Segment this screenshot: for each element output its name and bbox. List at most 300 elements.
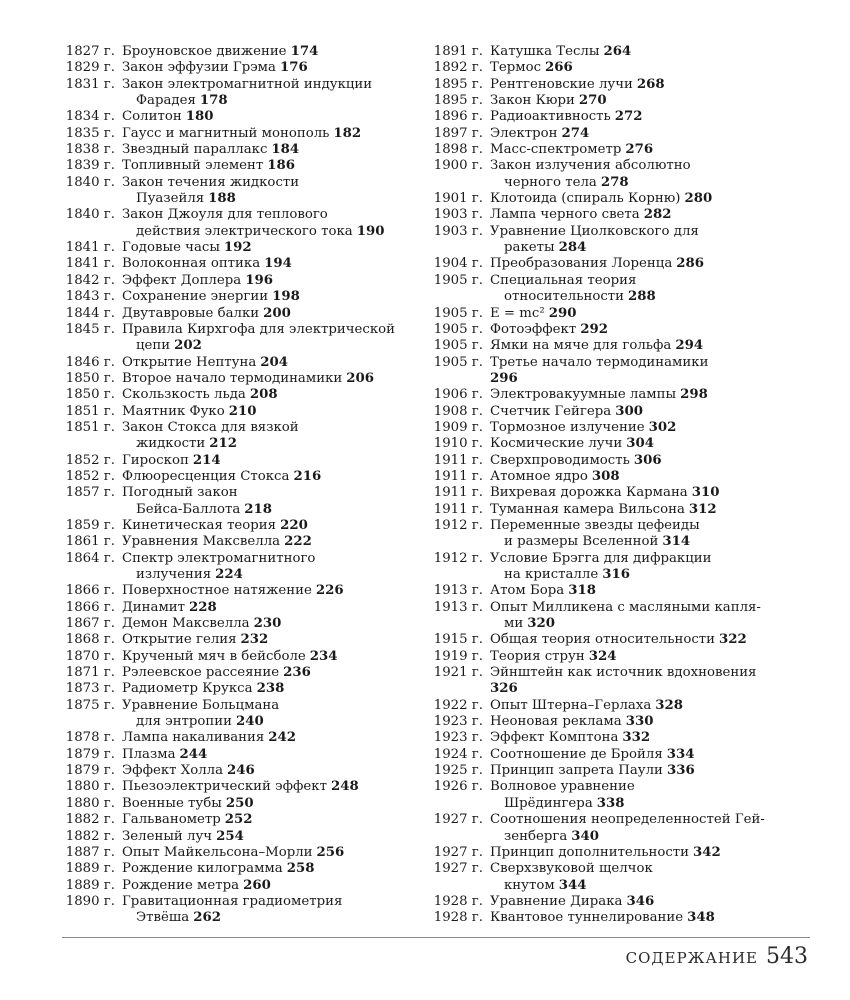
entry-title-text: Шрёдингера (504, 795, 593, 811)
entry-title (483, 551, 798, 584)
toc-entry[interactable] (420, 845, 798, 861)
entry-title-line (490, 240, 798, 256)
toc-entry[interactable] (52, 829, 418, 845)
entry-title-line (122, 485, 418, 501)
entry-year: 1906 г. (433, 387, 483, 403)
page-number: 543 (766, 944, 808, 969)
entry-title-line (490, 681, 798, 697)
toc-entry[interactable] (420, 387, 798, 403)
entry-title (483, 142, 798, 158)
entry-title (483, 93, 798, 109)
toc-entry[interactable] (52, 583, 418, 599)
entry-title-line (122, 224, 418, 240)
entry-title-text: Скользкость льда (122, 387, 246, 403)
entry-page-number: 230 (253, 616, 282, 632)
entry-title-text: Годовые часы (122, 240, 220, 256)
entry-title (115, 77, 418, 110)
toc-entry[interactable] (420, 763, 798, 779)
entry-title (115, 649, 418, 665)
entry-year: 1850 г. (65, 370, 115, 386)
entry-title-text: Лампа накаливания (122, 730, 265, 746)
entry-year: 1850 г. (65, 387, 115, 403)
toc-entry[interactable] (420, 894, 798, 910)
entry-title-line (122, 371, 418, 387)
toc-entry[interactable] (52, 371, 418, 387)
entry-year: 1892 г. (433, 60, 483, 76)
toc-entry[interactable] (52, 861, 418, 877)
entry-title-line (490, 894, 798, 910)
entry-title-line (490, 796, 798, 812)
toc-entry[interactable] (52, 469, 418, 485)
toc-entry[interactable] (52, 387, 418, 403)
entry-page-number: 234 (309, 648, 338, 664)
entry-title-line (490, 126, 798, 142)
toc-entry[interactable] (420, 502, 798, 518)
toc-entry[interactable] (420, 207, 798, 223)
entry-page-number: 236 (283, 665, 311, 681)
entry-page-number: 266 (545, 60, 573, 76)
toc-entry[interactable] (52, 322, 418, 355)
entry-title-line (490, 469, 798, 485)
entry-title-line (490, 289, 798, 305)
entry-year: 1838 г. (65, 142, 115, 158)
entry-title-line (122, 534, 418, 550)
entry-title-line (122, 338, 418, 354)
entry-title (483, 763, 798, 779)
entry-title-text: Закон Стокса для вязкой (122, 419, 299, 435)
entry-title-line (490, 551, 798, 567)
entry-year: 1911 г. (433, 501, 483, 517)
entry-page-number: 270 (578, 93, 607, 109)
toc-entry[interactable] (420, 485, 798, 501)
toc-entry[interactable] (420, 469, 798, 485)
entry-title-line (490, 60, 798, 76)
entry-page-number: 330 (625, 714, 654, 730)
toc-entry[interactable] (52, 616, 418, 632)
entry-title (115, 256, 418, 272)
entry-page-number: 212 (209, 436, 238, 452)
entry-title-text: Счетчик Гейгера (490, 403, 612, 419)
entry-year: 1870 г. (65, 648, 115, 664)
entry-year: 1879 г. (65, 746, 115, 762)
entry-title-text: Закон Джоуля для теплового (122, 207, 328, 223)
entry-title-line (490, 763, 798, 779)
toc-entry[interactable] (52, 796, 418, 812)
entry-page-number: 190 (356, 223, 385, 239)
entry-title-line (122, 469, 418, 485)
entry-title-line (490, 404, 798, 420)
entry-title-line (490, 845, 798, 861)
toc-entry[interactable] (420, 665, 798, 698)
entry-year: 1928 г. (433, 893, 483, 909)
entry-title-line (122, 175, 418, 191)
toc-entry[interactable] (52, 551, 418, 584)
entry-title-line (122, 779, 418, 795)
entry-title-text: Теория струн (490, 648, 585, 664)
entry-title-text: Уравнение Дирака (490, 893, 623, 909)
entry-title (483, 502, 798, 518)
entry-page-number: 228 (189, 599, 217, 615)
entry-year: 1912 г. (433, 550, 483, 566)
toc-entry[interactable] (420, 910, 798, 926)
entry-title-text: Закон течения жидкости (122, 174, 300, 190)
toc-entry[interactable] (52, 649, 418, 665)
toc-entry[interactable] (52, 747, 418, 763)
entry-title-line (122, 93, 418, 109)
entry-title-text: Двутавровые балки (122, 305, 260, 321)
entry-title-text: Квантовое туннелирование (490, 910, 684, 926)
entry-title-line (490, 567, 798, 583)
toc-entry[interactable] (52, 44, 418, 60)
entry-title (483, 632, 798, 648)
entry-page-number: 320 (527, 616, 555, 632)
footer-divider (62, 937, 810, 938)
toc-left-column (52, 44, 418, 927)
entry-title-text: Динамит (122, 599, 186, 615)
toc-entry[interactable] (52, 845, 418, 861)
toc-entry[interactable] (52, 600, 418, 616)
entry-page-number: 182 (333, 125, 362, 141)
entry-page-number: 334 (666, 746, 695, 762)
entry-title-line (122, 665, 418, 681)
toc-entry[interactable] (420, 404, 798, 420)
toc-entry[interactable] (420, 256, 798, 272)
entry-year: 1829 г. (65, 60, 115, 76)
entry-title-text: Катушка Теслы (490, 44, 600, 59)
entry-title-text: Радиоактивность (490, 109, 611, 125)
entry-title (483, 322, 798, 338)
entry-title-line (490, 730, 798, 746)
toc-entry[interactable] (420, 322, 798, 338)
toc-entry[interactable] (420, 583, 798, 599)
entry-year: 1867 г. (65, 616, 115, 632)
entry-title (115, 861, 418, 877)
entry-page-number: 278 (600, 174, 629, 190)
toc-entry[interactable] (52, 404, 418, 420)
entry-page-number: 210 (228, 403, 257, 419)
entry-title-line (490, 420, 798, 436)
toc-entry[interactable] (52, 77, 418, 110)
entry-title-text: Закон Кюри (490, 93, 575, 109)
entry-title (483, 747, 798, 763)
entry-page-number: 288 (627, 289, 656, 305)
entry-title-line (122, 77, 418, 93)
entry-title-text: Плазма (122, 746, 176, 762)
entry-page-number: 306 (633, 452, 662, 468)
entry-title-text: ракеты (504, 240, 555, 256)
entry-page-number: 348 (687, 910, 715, 926)
entry-year: 1913 г. (433, 599, 483, 615)
entry-title (115, 306, 418, 322)
entry-page-number: 208 (249, 387, 278, 403)
toc-entry[interactable] (420, 632, 798, 648)
toc-entry[interactable] (420, 224, 798, 257)
toc-entry[interactable] (52, 207, 418, 240)
toc-entry[interactable] (52, 289, 418, 305)
entry-title-text: Термос (490, 60, 542, 76)
entry-title-line (122, 861, 418, 877)
toc-entry[interactable] (52, 273, 418, 289)
entry-title-line (490, 616, 798, 632)
entry-title-line (490, 861, 798, 877)
toc-entry[interactable] (420, 698, 798, 714)
toc-entry[interactable] (420, 338, 798, 354)
toc-entry[interactable] (420, 714, 798, 730)
toc-entry[interactable] (52, 779, 418, 795)
toc-entry[interactable] (420, 142, 798, 158)
entry-title-text: Вихревая дорожка Кармана (490, 485, 688, 501)
entry-title-line (490, 485, 798, 501)
entry-title-text: Космические лучи (490, 436, 623, 452)
entry-page-number: 244 (179, 746, 208, 762)
entry-title-line (490, 910, 798, 926)
entry-page-number: 192 (223, 240, 252, 256)
entry-title-text: Третье начало термодинамики (490, 354, 709, 370)
entry-page-number: 292 (580, 321, 608, 337)
toc-entry[interactable] (52, 665, 418, 681)
entry-title-line (122, 44, 418, 60)
entry-title-text: Закон электромагнитной индукции (122, 76, 373, 92)
toc-entry[interactable] (420, 453, 798, 469)
entry-year: 1898 г. (433, 142, 483, 158)
toc-entry[interactable] (52, 812, 418, 828)
entry-title-text: кнутом (504, 877, 555, 893)
toc-entry[interactable] (52, 878, 418, 894)
entry-year: 1903 г. (433, 207, 483, 223)
entry-page-number: 298 (680, 387, 708, 403)
entry-title-line (122, 551, 418, 567)
toc-entry[interactable] (420, 551, 798, 584)
entry-title-text: Уравнение Больцмана (122, 697, 280, 713)
entry-page-number: 226 (315, 583, 344, 599)
toc-entry[interactable] (420, 44, 798, 60)
entry-year: 1880 г. (65, 779, 115, 795)
toc-entry[interactable] (420, 93, 798, 109)
entry-year: 1895 г. (433, 76, 483, 92)
entry-page-number: 282 (643, 207, 672, 223)
entry-title (115, 600, 418, 616)
entry-year: 1851 г. (65, 403, 115, 419)
entry-year: 1840 г. (65, 174, 115, 190)
toc-entry[interactable] (420, 126, 798, 142)
entry-title (115, 763, 418, 779)
toc-entry[interactable] (420, 747, 798, 763)
toc-entry[interactable] (420, 191, 798, 207)
entry-title (115, 44, 418, 60)
entry-title (483, 910, 798, 926)
toc-entry[interactable] (52, 730, 418, 746)
entry-page-number: 268 (636, 76, 665, 92)
entry-title-line (490, 77, 798, 93)
entry-title-text: Броуновское движение (122, 44, 287, 59)
entry-title (483, 714, 798, 730)
toc-entry[interactable] (420, 158, 798, 191)
entry-year: 1831 г. (65, 76, 115, 92)
toc-entry[interactable] (52, 485, 418, 518)
toc-entry[interactable] (52, 698, 418, 731)
entry-year: 1857 г. (65, 485, 115, 501)
toc-entry[interactable] (420, 779, 798, 812)
toc-entry[interactable] (420, 518, 798, 551)
entry-page-number: 258 (286, 861, 315, 877)
entry-title-text: Принцип запрета Паули (490, 763, 663, 779)
entry-year: 1846 г. (65, 354, 115, 370)
toc-entry[interactable] (52, 681, 418, 697)
entry-page-number: 290 (548, 305, 577, 321)
entry-title-line (490, 371, 798, 387)
entry-title-text: Поверхностное натяжение (122, 583, 312, 599)
entry-page-number: 274 (561, 125, 590, 141)
entry-title (115, 240, 418, 256)
entry-year: 1905 г. (433, 354, 483, 370)
toc-entry[interactable] (52, 256, 418, 272)
entry-title (483, 306, 798, 322)
toc-entry[interactable] (420, 436, 798, 452)
toc-entry[interactable] (420, 77, 798, 93)
toc-entry[interactable] (52, 306, 418, 322)
entry-title-line (490, 93, 798, 109)
toc-entry[interactable] (52, 158, 418, 174)
entry-title-text: Фотоэффект (490, 321, 577, 337)
toc-entry[interactable] (52, 355, 418, 371)
entry-page-number: 314 (662, 534, 691, 550)
entry-page-number: 214 (192, 452, 221, 468)
entry-title-line (122, 894, 418, 910)
entry-title-text: Солитон (122, 109, 182, 125)
entry-title-text: жидкости (136, 436, 206, 452)
entry-title-text: Специальная теория (490, 272, 637, 288)
entry-title (483, 518, 798, 551)
entry-year: 1844 г. (65, 305, 115, 321)
entry-page-number: 204 (260, 354, 289, 370)
entry-year: 1924 г. (433, 746, 483, 762)
entry-year: 1852 г. (65, 468, 115, 484)
entry-title-text: Открытие Нептуна (122, 354, 257, 370)
entry-title (115, 632, 418, 648)
toc-entry[interactable] (52, 126, 418, 142)
page-footer (626, 944, 808, 969)
entry-title-line (122, 747, 418, 763)
toc-entry[interactable] (420, 355, 798, 388)
entry-page-number: 202 (174, 338, 202, 354)
entry-title (483, 420, 798, 436)
entry-page-number: 240 (236, 714, 264, 730)
toc-entry[interactable] (420, 861, 798, 894)
entry-title-text: Опыт Майкельсона–Морли (122, 844, 313, 860)
toc-entry[interactable] (420, 109, 798, 125)
entry-page-number: 262 (193, 910, 221, 926)
entry-title (115, 420, 418, 453)
entry-title (115, 616, 418, 632)
entry-year: 1911 г. (433, 485, 483, 501)
entry-title-text: цепи (136, 338, 171, 354)
toc-entry[interactable] (420, 812, 798, 845)
toc-entry[interactable] (52, 109, 418, 125)
entry-title-line (122, 322, 418, 338)
entry-year: 1866 г. (65, 599, 115, 615)
toc-entry[interactable] (420, 730, 798, 746)
entry-title-line (490, 812, 798, 828)
entry-year: 1859 г. (65, 517, 115, 533)
entry-title (483, 273, 798, 306)
entry-year: 1901 г. (433, 191, 483, 207)
toc-entry[interactable] (52, 763, 418, 779)
entry-year: 1905 г. (433, 321, 483, 337)
entry-page-number: 276 (625, 142, 654, 158)
toc-entry[interactable] (52, 453, 418, 469)
entry-title-text: Условие Брэгга для дифракции (490, 550, 712, 566)
entry-title-text: Второе начало термодинамики (122, 370, 343, 386)
entry-title-text: Соотношение де Бройля (490, 746, 663, 762)
entry-title (483, 224, 798, 257)
toc-entry[interactable] (52, 534, 418, 550)
entry-year: 1887 г. (65, 844, 115, 860)
entry-year: 1927 г. (433, 844, 483, 860)
toc-entry[interactable] (52, 60, 418, 76)
entry-title-line (490, 142, 798, 158)
toc-entry[interactable] (52, 175, 418, 208)
entry-title-text: Правила Кирхгофа для электрической (122, 321, 396, 337)
toc-entry[interactable] (420, 273, 798, 306)
entry-title (483, 779, 798, 812)
entry-title-line (122, 207, 418, 223)
entry-title-line (122, 698, 418, 714)
entry-year: 1871 г. (65, 665, 115, 681)
entry-title-line (490, 191, 798, 207)
entry-title (115, 453, 418, 469)
entry-title (483, 453, 798, 469)
entry-title-line (490, 779, 798, 795)
toc-entry[interactable] (420, 306, 798, 322)
entry-title-line (490, 322, 798, 338)
entry-year: 1925 г. (433, 763, 483, 779)
entry-year: 1866 г. (65, 583, 115, 599)
toc-entry[interactable] (52, 518, 418, 534)
entry-title-line (122, 273, 418, 289)
toc-entry[interactable] (52, 142, 418, 158)
entry-title-line (490, 453, 798, 469)
toc-entry[interactable] (420, 600, 798, 633)
toc-entry[interactable] (52, 420, 418, 453)
entry-title-text: Флюоресценция Стокса (122, 468, 290, 484)
toc-entry[interactable] (52, 894, 418, 927)
entry-title (115, 289, 418, 305)
entry-title-line (122, 404, 418, 420)
entry-year: 1882 г. (65, 828, 115, 844)
entry-year: 1927 г. (433, 861, 483, 877)
entry-title-text: Звездный параллакс (122, 142, 268, 158)
toc-entry[interactable] (420, 649, 798, 665)
entry-year: 1852 г. (65, 452, 115, 468)
toc-entry[interactable] (420, 420, 798, 436)
entry-year: 1843 г. (65, 289, 115, 305)
entry-title (483, 191, 798, 207)
entry-title-text: ми (504, 616, 524, 632)
entry-year: 1861 г. (65, 534, 115, 550)
entry-year: 1922 г. (433, 697, 483, 713)
entry-year: 1900 г. (433, 158, 483, 174)
toc-entry[interactable] (52, 240, 418, 256)
toc-entry[interactable] (420, 60, 798, 76)
toc-entry[interactable] (52, 632, 418, 648)
entry-title (115, 551, 418, 584)
entry-year: 1879 г. (65, 763, 115, 779)
entry-title-text: Крученый мяч в бейсболе (122, 648, 306, 664)
entry-year: 1908 г. (433, 403, 483, 419)
entry-year: 1841 г. (65, 256, 115, 272)
entry-title-text: Сверхпроводимость (490, 452, 630, 468)
entry-page-number: 316 (602, 567, 630, 582)
